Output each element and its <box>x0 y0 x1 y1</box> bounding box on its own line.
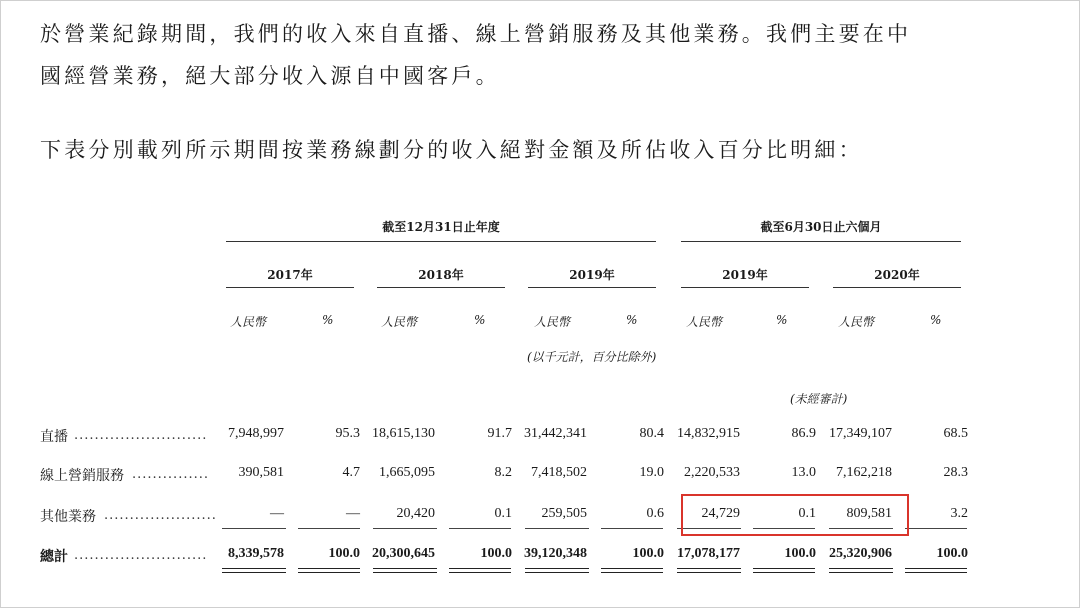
year-rule <box>681 287 809 288</box>
leader-dots: ...................... <box>104 508 217 523</box>
cell-value: 17,349,107 <box>829 426 892 441</box>
cell-value: 0.6 <box>646 506 664 521</box>
group-header-annual: 截至12月31日止年度 <box>382 220 500 234</box>
total-double-rule <box>829 568 893 573</box>
cell-value: 1,665,095 <box>379 465 435 480</box>
leader-dots: ............... <box>132 467 209 482</box>
cell-value: 390,581 <box>238 465 284 480</box>
col-pct: % <box>474 313 486 327</box>
total-double-rule <box>222 568 286 573</box>
cell-value: 95.3 <box>335 426 360 441</box>
cell-value: — <box>270 506 284 521</box>
cell-value: 14,832,915 <box>677 426 740 441</box>
cell-total: 100.0 <box>936 546 968 561</box>
cell-total: 8,339,578 <box>228 546 284 561</box>
cell-value: 24,729 <box>701 506 740 521</box>
col-pct: % <box>322 313 334 327</box>
cell-value: 809,581 <box>846 506 892 521</box>
unaudited-note: (未經審計) <box>790 392 848 406</box>
cell-total: 20,300,645 <box>372 546 435 561</box>
table-intro-text: 下表分別載列所示期間按業務線劃分的收入絕對金額及所佔收入百分比明細： <box>40 138 863 162</box>
group-rule-annual <box>226 241 656 242</box>
group-header-halfyear: 截至6月30日止六個月 <box>760 220 882 234</box>
paragraph-line-1: 於營業紀錄期間，我們的收入來自直播、線上營銷服務及其他業務。我們主要在中 <box>40 22 912 46</box>
row-label-live-streaming: 直播 <box>40 429 68 445</box>
subtotal-rule <box>905 528 967 529</box>
subtotal-rule <box>449 528 511 529</box>
year-header-2019: 2019年 <box>569 268 615 282</box>
year-header-2020-h1: 2020年 <box>874 268 920 282</box>
total-double-rule <box>449 568 511 573</box>
row-label-online-marketing: 線上營銷服務 <box>40 468 124 484</box>
total-double-rule <box>373 568 437 573</box>
cell-value: 20,420 <box>396 506 435 521</box>
col-pct: % <box>626 313 638 327</box>
cell-total: 100.0 <box>328 546 360 561</box>
cell-total: 25,320,906 <box>829 546 892 561</box>
year-rule <box>226 287 354 288</box>
cell-value: 19.0 <box>639 465 664 480</box>
total-double-rule <box>525 568 589 573</box>
subtotal-rule <box>298 528 360 529</box>
unit-note: (以千元計，百分比除外) <box>527 350 657 364</box>
year-rule <box>833 287 961 288</box>
cell-value: 4.7 <box>342 465 360 480</box>
total-double-rule <box>753 568 815 573</box>
cell-value: 31,442,341 <box>524 426 587 441</box>
group-rule-halfyear <box>681 241 961 242</box>
cell-value: 28.3 <box>943 465 968 480</box>
cell-value: — <box>346 506 360 521</box>
col-rmb: 人民幣 <box>838 315 875 329</box>
year-header-2017: 2017年 <box>267 268 313 282</box>
highlight-box <box>681 494 909 536</box>
cell-value: 18,615,130 <box>372 426 435 441</box>
cell-value: 7,948,997 <box>228 426 284 441</box>
cell-value: 3.2 <box>950 506 968 521</box>
total-double-rule <box>298 568 360 573</box>
year-header-2018: 2018年 <box>418 268 464 282</box>
cell-value: 2,220,533 <box>684 465 740 480</box>
row-label-total: 總計 <box>40 549 68 565</box>
year-header-2019-h1: 2019年 <box>722 268 768 282</box>
year-rule <box>528 287 656 288</box>
paragraph-line-2: 國經營業務，絕大部分收入源自中國客戶。 <box>40 64 500 88</box>
cell-value: 68.5 <box>943 426 968 441</box>
col-rmb: 人民幣 <box>534 315 571 329</box>
subtotal-rule <box>525 528 589 529</box>
col-rmb: 人民幣 <box>381 315 418 329</box>
cell-value: 259,505 <box>541 506 587 521</box>
year-rule <box>377 287 505 288</box>
col-rmb: 人民幣 <box>686 315 723 329</box>
cell-total: 39,120,348 <box>524 546 587 561</box>
cell-value: 7,162,218 <box>836 465 892 480</box>
cell-value: 0.1 <box>494 506 512 521</box>
cell-total: 100.0 <box>784 546 816 561</box>
cell-value: 13.0 <box>791 465 816 480</box>
leader-dots: .......................... <box>74 548 208 563</box>
cell-total: 17,078,177 <box>677 546 740 561</box>
col-pct: % <box>776 313 788 327</box>
cell-value: 91.7 <box>487 426 512 441</box>
cell-total: 100.0 <box>632 546 664 561</box>
leader-dots: .......................... <box>74 428 208 443</box>
cell-value: 8.2 <box>494 465 512 480</box>
cell-value: 80.4 <box>639 426 664 441</box>
col-pct: % <box>930 313 942 327</box>
subtotal-rule <box>373 528 437 529</box>
total-double-rule <box>905 568 967 573</box>
row-label-other-services: 其他業務 <box>40 509 96 525</box>
cell-value: 0.1 <box>798 506 816 521</box>
cell-total: 100.0 <box>480 546 512 561</box>
col-rmb: 人民幣 <box>230 315 267 329</box>
total-double-rule <box>601 568 663 573</box>
total-double-rule <box>677 568 741 573</box>
cell-value: 86.9 <box>791 426 816 441</box>
subtotal-rule <box>601 528 663 529</box>
cell-value: 7,418,502 <box>531 465 587 480</box>
subtotal-rule <box>222 528 286 529</box>
